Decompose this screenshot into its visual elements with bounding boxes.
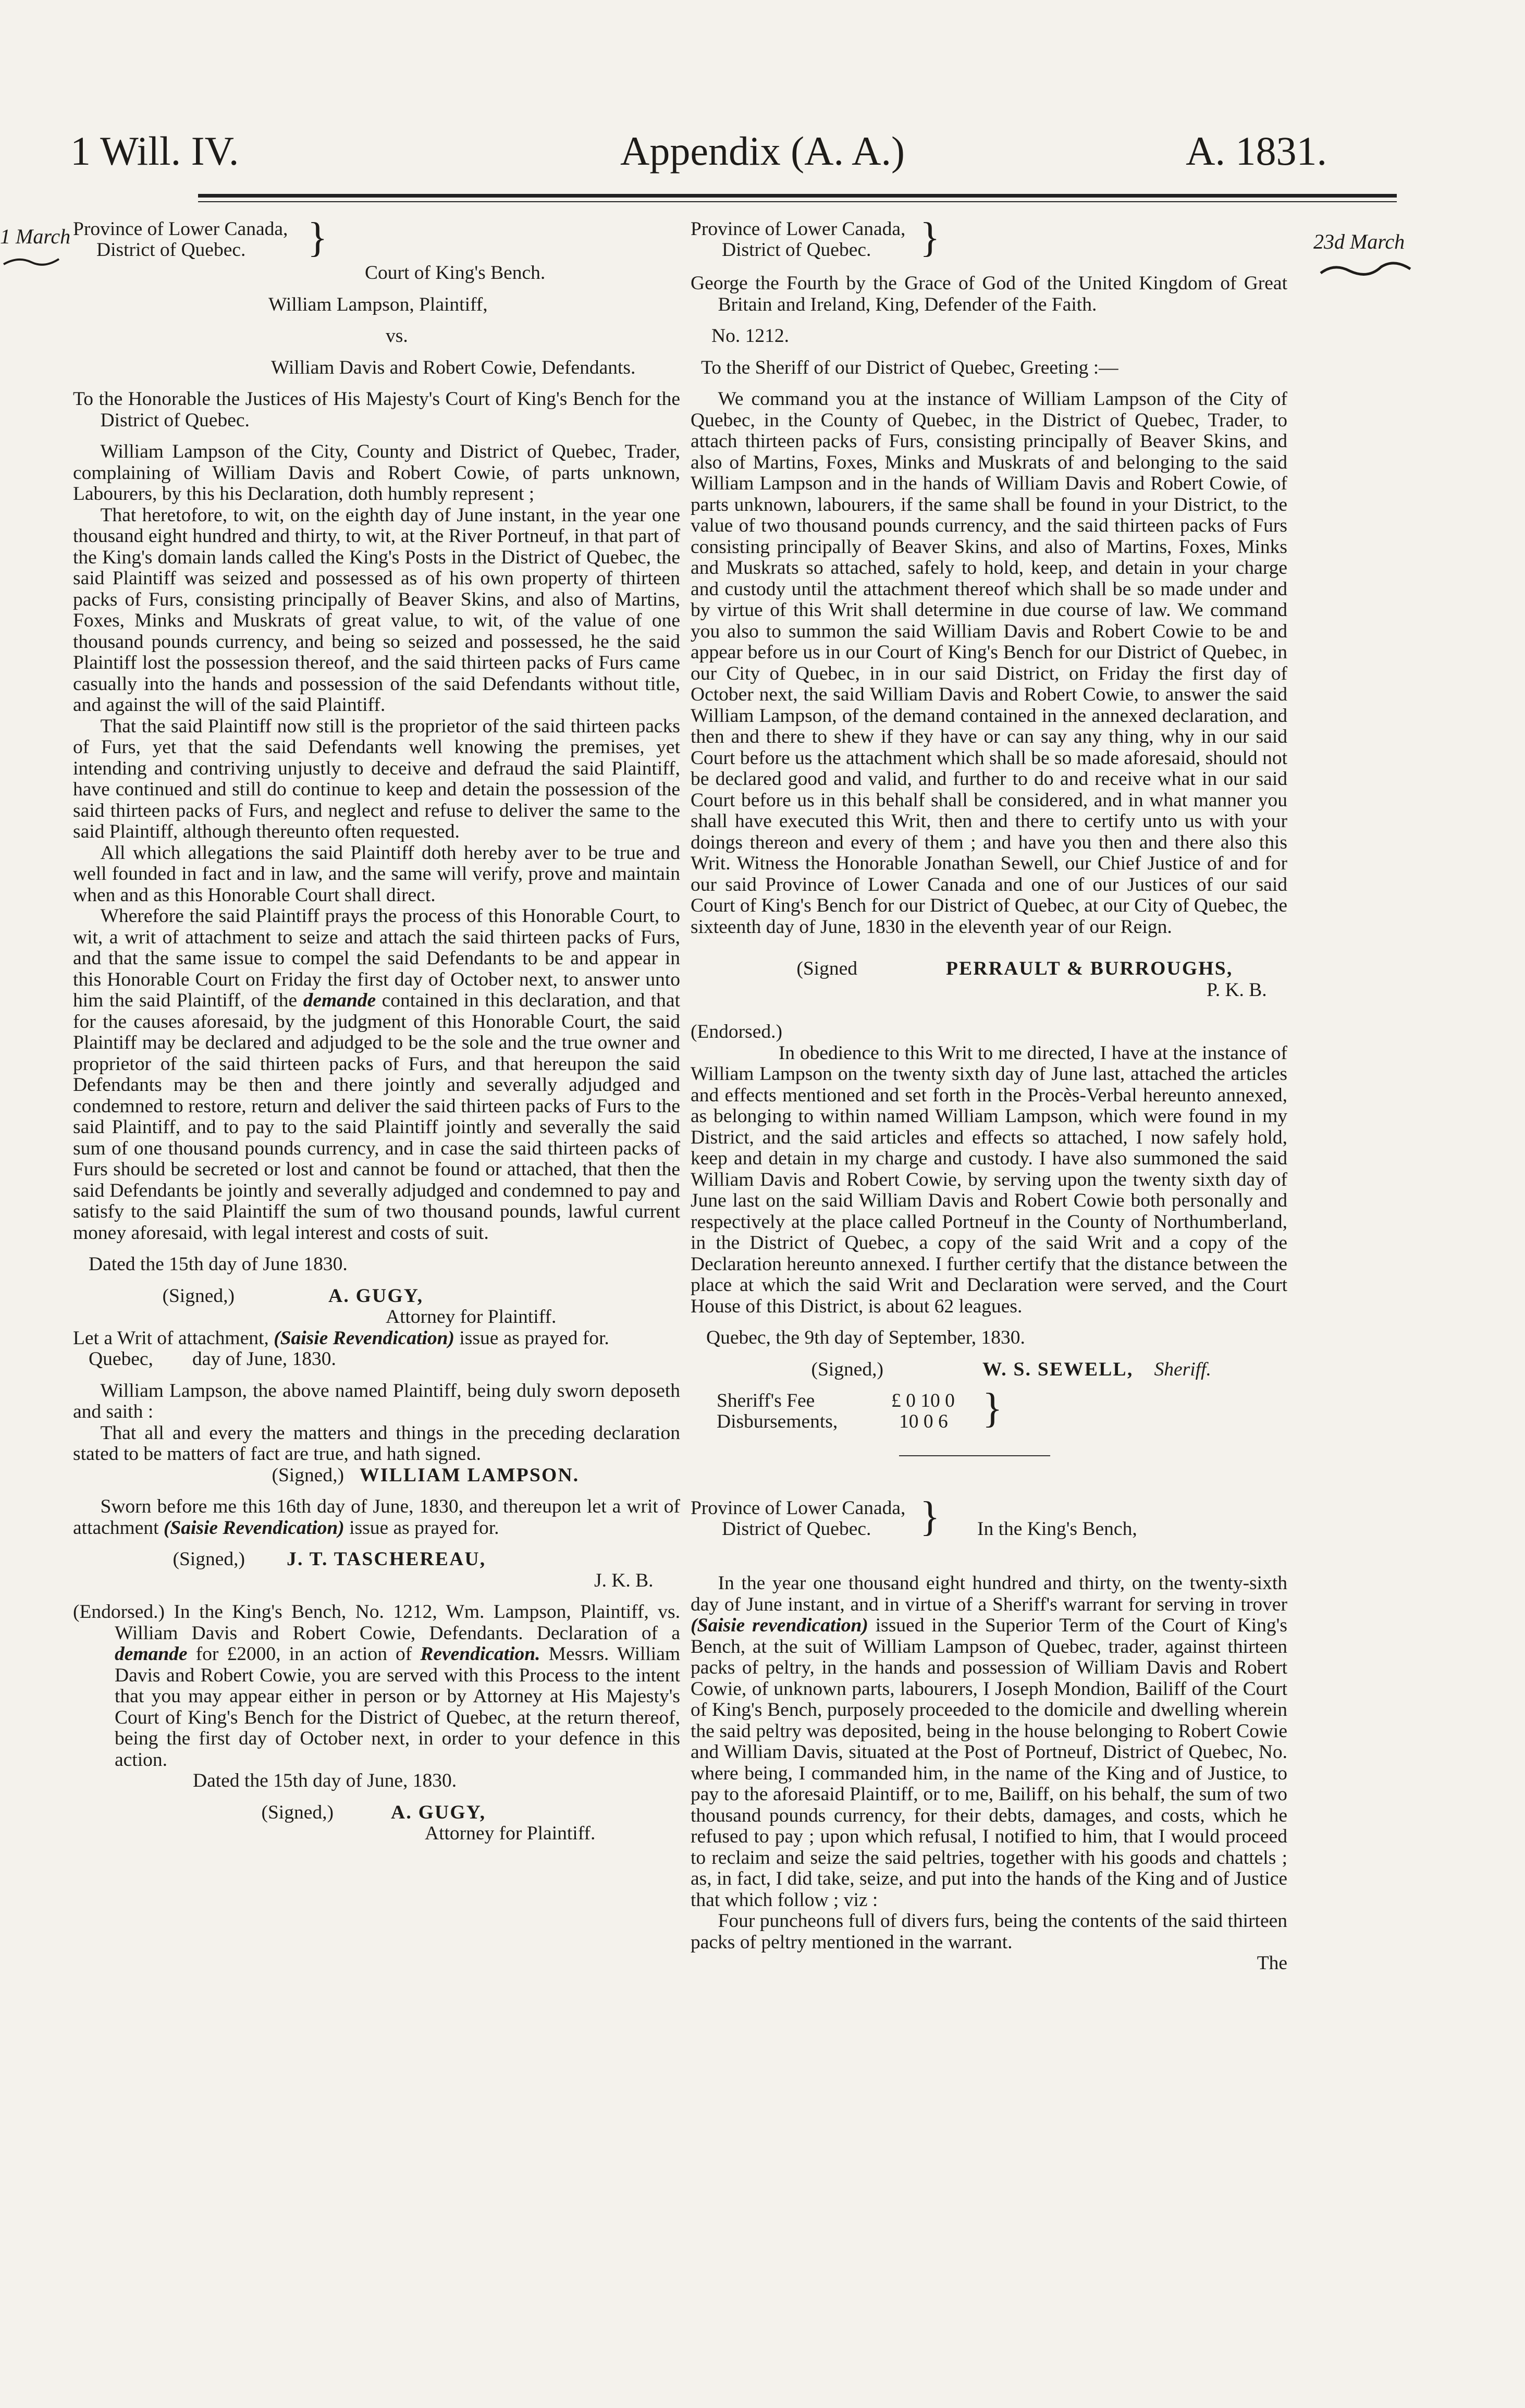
court-name: In the King's Bench, [977,1518,1137,1540]
brace-icon: } [308,215,328,261]
court-name: Court of King's Bench. [365,262,546,284]
affidavit-statement: That all and every the matters and things in the preceding declaration stated to be matters of fact are true, and hath signed. [73,1422,680,1465]
declaration-paragraph: All which allegations the said Plaintiff doth hereby aver to be true and well founded in fact and in law, and the same will verify, prove and maintain when and as this Honorable Court shall direct. [73,842,680,906]
writ-number: No. 1212. [711,325,789,347]
versus: vs. [386,325,408,347]
signature-sewell: (Signed,) W. S. SEWELL, Sheriff. [811,1358,1211,1380]
signature-perrault-burroughs: (Signed PERRAULT & BURROUGHS, [796,958,1233,979]
signature-role: Attorney for Plaintiff. [425,1823,596,1844]
header-appendix-title: Appendix (A. A.) [620,128,905,174]
inventory-item: Four puncheons full of divers furs, being the contents of the said thirteen packs of peltry mentioned in the warrant. [691,1910,1287,1953]
margin-note-left: 1 March [0,225,71,248]
declaration-address: To the Honorable the Justices of His Majesty's Court of King's Bench for the District of Quebec. [73,388,680,431]
return-date: Quebec, the 9th day of September, 1830. [706,1327,1025,1348]
brace-icon: } [920,1494,940,1540]
left-column [73,215,681,1845]
signature-role: J. K. B. [594,1569,654,1591]
swash-left-icon [3,253,60,268]
defendants-line: William Davis and Robert Cowie, Defendants. [271,357,636,378]
sheriff-fees: Sheriff's Fee £ 0 10 0 Disbursements, 10 0 6 } [717,1385,1003,1432]
header-regnal-year: 1 Will. IV. [70,128,239,174]
signature-lampson: (Signed,) WILLIAM LAMPSON. [272,1464,580,1486]
page-header [0,0,1525,208]
declaration-paragraph: William Lampson of the City, County and District of Quebec, Trader, complaining of William Davis and Robert Cowie, of parts unknown, Labourers, by this his Declaration, doth humbly represent ; [73,441,680,505]
brace-icon: } [920,215,940,261]
endorsement-date: Dated the 15th day of June, 1830. [193,1770,457,1791]
plaintiff-line: William Lampson, Plaintiff, [268,293,488,315]
writ-address: To the Sheriff of our District of Quebec, Greeting :— [701,357,1118,378]
margin-note-right: 23d March [1313,230,1405,253]
signature-gugy: (Signed,) A. GUGY, [261,1801,486,1823]
proces-verbal: In the year one thousand eight hundred and thirty, on the twenty-sixth day of June instant, and in virtue of a Sheriff's warrant for serving in trover (Saisie revendication) issued in the Superior Term of the Court of King's Bench, at the suit of William Lampson of Quebec, trader, against thirteen packs of peltry, in the hands and possession of William Davis and Robert Cowie, of unknown parts, labourers, I Joseph Mondion, Bailiff of the Court of King's Bench, purposely proceeded to the domicile and dwelling wherein the said peltry was deposited, being in the house belonging to Robert Cowie and William Davis, situated at the Post of Portneuf, District of Quebec, No. where being, I commanded him, in the name of the King and of Justice, to pay to the aforesaid Plaintiff, or to me, Bailiff, on his behalf, the sum of two thousand pounds currency, for their debts, damages, and costs, which he refused to pay ; upon which refusal, I notified to him, that I would proceed to reclaim and seize the said peltries, together with his goods and chattels ; as, in fact, I did take, seize, and put into the hands of the King and of Justice that which follow ; viz : [691,1572,1287,1911]
signature-role: Attorney for Plaintiff. [386,1306,557,1328]
declaration-paragraph: That heretofore, to wit, on the eighth day of June instant, in the year one thousand eight hundred and thirty, to wit, at the River Portneuf, in that part of the King's domain lands called the King's Posts in the District of Quebec, the said Plaintiff was seized and possessed as of his own property of thirteen packs of Furs, consisting principally of Beaver Skins, and also of Martins, Foxes, Minks and Muskrats of great value, to wit, of the value of one thousand pounds currency, and being so seized and possessed, he the said Plaintiff lost the possession thereof, and the said thirteen packs of Furs came casually into the hands and possession of the said Defendants without title, and against the will of the said Plaintiff. [73,504,680,716]
province-heading [691,215,1287,263]
signature-role: P. K. B. [1207,979,1267,1001]
province-line: Province of Lower Canada, [691,1497,906,1519]
swash-right-icon [1319,259,1412,277]
right-column [691,215,1287,1974]
header-rule-thin [198,201,1397,202]
sheriff-return: In obedience to this Writ to me directed, I have at the instance of William Lampson on the twenty sixth day of June last, attached the articles and effects mentioned and set forth in the Procès-Verbal hereunto annexed, as belonging to within named William Lampson, which were found in my District, and the said articles and effects so attached, I now safely hold, keep and detain in my charge and custody. I have also summoned the said William Davis and Robert Cowie, by serving upon the twenty sixth day of June last on the said William Davis and Robert Cowie both personally and respectively at the place called Portneuf in the County of Northumberland, in the District of Quebec, a copy of the said Writ and a copy of the Declaration hereunto annexed. I further certify that the distance between the place at which the said Writ and Declaration were served, and the Court House of this District, is about 62 leagues. [691,1042,1287,1317]
brace-icon: } [982,1385,1003,1431]
declaration-date: Dated the 15th day of June 1830. [89,1254,348,1275]
province-heading [73,215,680,263]
province-line: Province of Lower Canada, [691,218,906,240]
header-rule-thick [198,194,1397,198]
endorsed-label: (Endorsed.) [691,1021,782,1042]
order-date: Quebec, day of June, 1830. [89,1348,336,1370]
district-line: District of Quebec. [722,239,871,261]
header-year: A. 1831. [1186,128,1327,174]
province-line: Province of Lower Canada, [73,218,288,240]
province-heading [691,1494,1287,1542]
writ-body: We command you at the instance of William Lampson of the City of Quebec, in the County of Quebec, in the District of Quebec, Trader, to attach thirteen packs of Furs, consisting principally of Beaver Skins, and also of Martins, Foxes, Minks and Muskrats of and belonging to the said William Lampson and in the hands of William Davis and Robert Cowie, of parts unknown, labourers, if the same shall be found in your District, to the value of two thousand pounds currency, and the said thirteen packs of Furs consisting principally of Beaver Skins, and also of Martins, Foxes, Minks and Muskrats so attached, safely to hold, keep, and detain in your charge and custody until the attachment thereof which shall be so made under and by virtue of this Writ shall determine in due course of law. We command you also to summon the said William Davis and Robert Cowie to be and appear before us in our Court of King's Bench for our District of Quebec, in our City of Quebec, in in our said District, on Friday the first day of October next, the said William Davis and Robert Cowie, to answer the said William Lampson, of the demand contained in the annexed declaration, and then and there to shew if they have or can say any thing, why in our said Court before us the attachment which shall be so made aforesaid, should not be declared good and valid, and further to do and receive what in our said Court before us in this behalf shall be considered, and in what manner you shall have executed this Writ, then and there to certify unto us with your doings thereon and every of them ; and have you then and there also this Writ. Witness the Honorable Jonathan Sewell, our Chief Justice of and for our said Province of Lower Canada and one of our Justices of our said Court of King's Bench for our District of Quebec, at our City of Quebec, the sixteenth day of June, 1830 in the eleventh year of our Reign. [691,388,1287,938]
writ-style: George the Fourth by the Grace of God of the United Kingdom of Great Britain and Ireland, King, Defender of the Faith. [691,273,1287,315]
declaration-paragraph: That the said Plaintiff now still is the proprietor of the said thirteen packs of Furs, yet that the said Defendants well knowing the premises, yet intending and contriving unjustly to deceive and defraud the said Plaintiff, have continued and still do continue to keep and detain the possession of the said thirteen packs of Furs, and neglect and refuse to deliver the same to the said Plaintiff, although thereunto often requested. [73,715,680,842]
affidavit-intro: William Lampson, the above named Plaintiff, being duly sworn deposeth and saith : [73,1380,680,1422]
district-line: District of Quebec. [96,239,246,261]
declaration-prayer: Wherefore the said Plaintiff prays the process of this Honorable Court, to wit, a writ of attachment to seize and attach the said thirteen packs of Furs, and that the same issue to compel the said Defendants to be and appear in this Honorable Court on Friday the first day of October next, to answer unto him the said Plaintiff, of the demande contained in this declaration, and that for the causes aforesaid, by the judgment of this Honorable Court, the said Plaintiff may be declared and adjudged to be the sole and the true owner and proprietor of the said thirteen packs of Furs, and that hereupon the said Defendants may be then and there jointly and severally adjudged and condemned to restore, return and deliver the said thirteen packs of Furs to the said Plaintiff, and to pay to the said Plaintiff jointly and severally the said sum of one thousand pounds currency, and in case the said thirteen packs of Furs should be secreted or lost and cannot be found or attached, that then the said Defendants be jointly and severally adjudged and condemned to pay and satisfy to the said Plaintiff the sum of two thousand pounds, lawful current money aforesaid, with legal interest and costs of suit. [73,905,680,1244]
signature-gugy: (Signed,) A. GUGY, [162,1285,424,1307]
signature-taschereau: (Signed,) J. T. TASCHEREAU, [173,1549,486,1570]
jurat: Sworn before me this 16th day of June, 1830, and thereupon let a writ of attachment (Saisie Revendication) issue as prayed for. [73,1496,680,1539]
endorsement: (Endorsed.) In the King's Bench, No. 1212, Wm. Lampson, Plaintiff, vs. William Davis and Robert Cowie, Defendants. Declaration of a demande for £2000, in an action of Revendication. Messrs. William Davis and Robert Cowie, you are served with this Process to the intent that you may appear either in person or by Attorney at His Majesty's Court of King's Bench for the District of Quebec, at the return thereof, being the first day of October next, in order to your defence in this action. [73,1601,681,1771]
district-line: District of Quebec. [722,1518,871,1540]
order-writ: Let a Writ of attachment, (Saisie Revendication) issue as prayed for. [73,1327,609,1349]
catchword: The [1257,1952,1287,1974]
